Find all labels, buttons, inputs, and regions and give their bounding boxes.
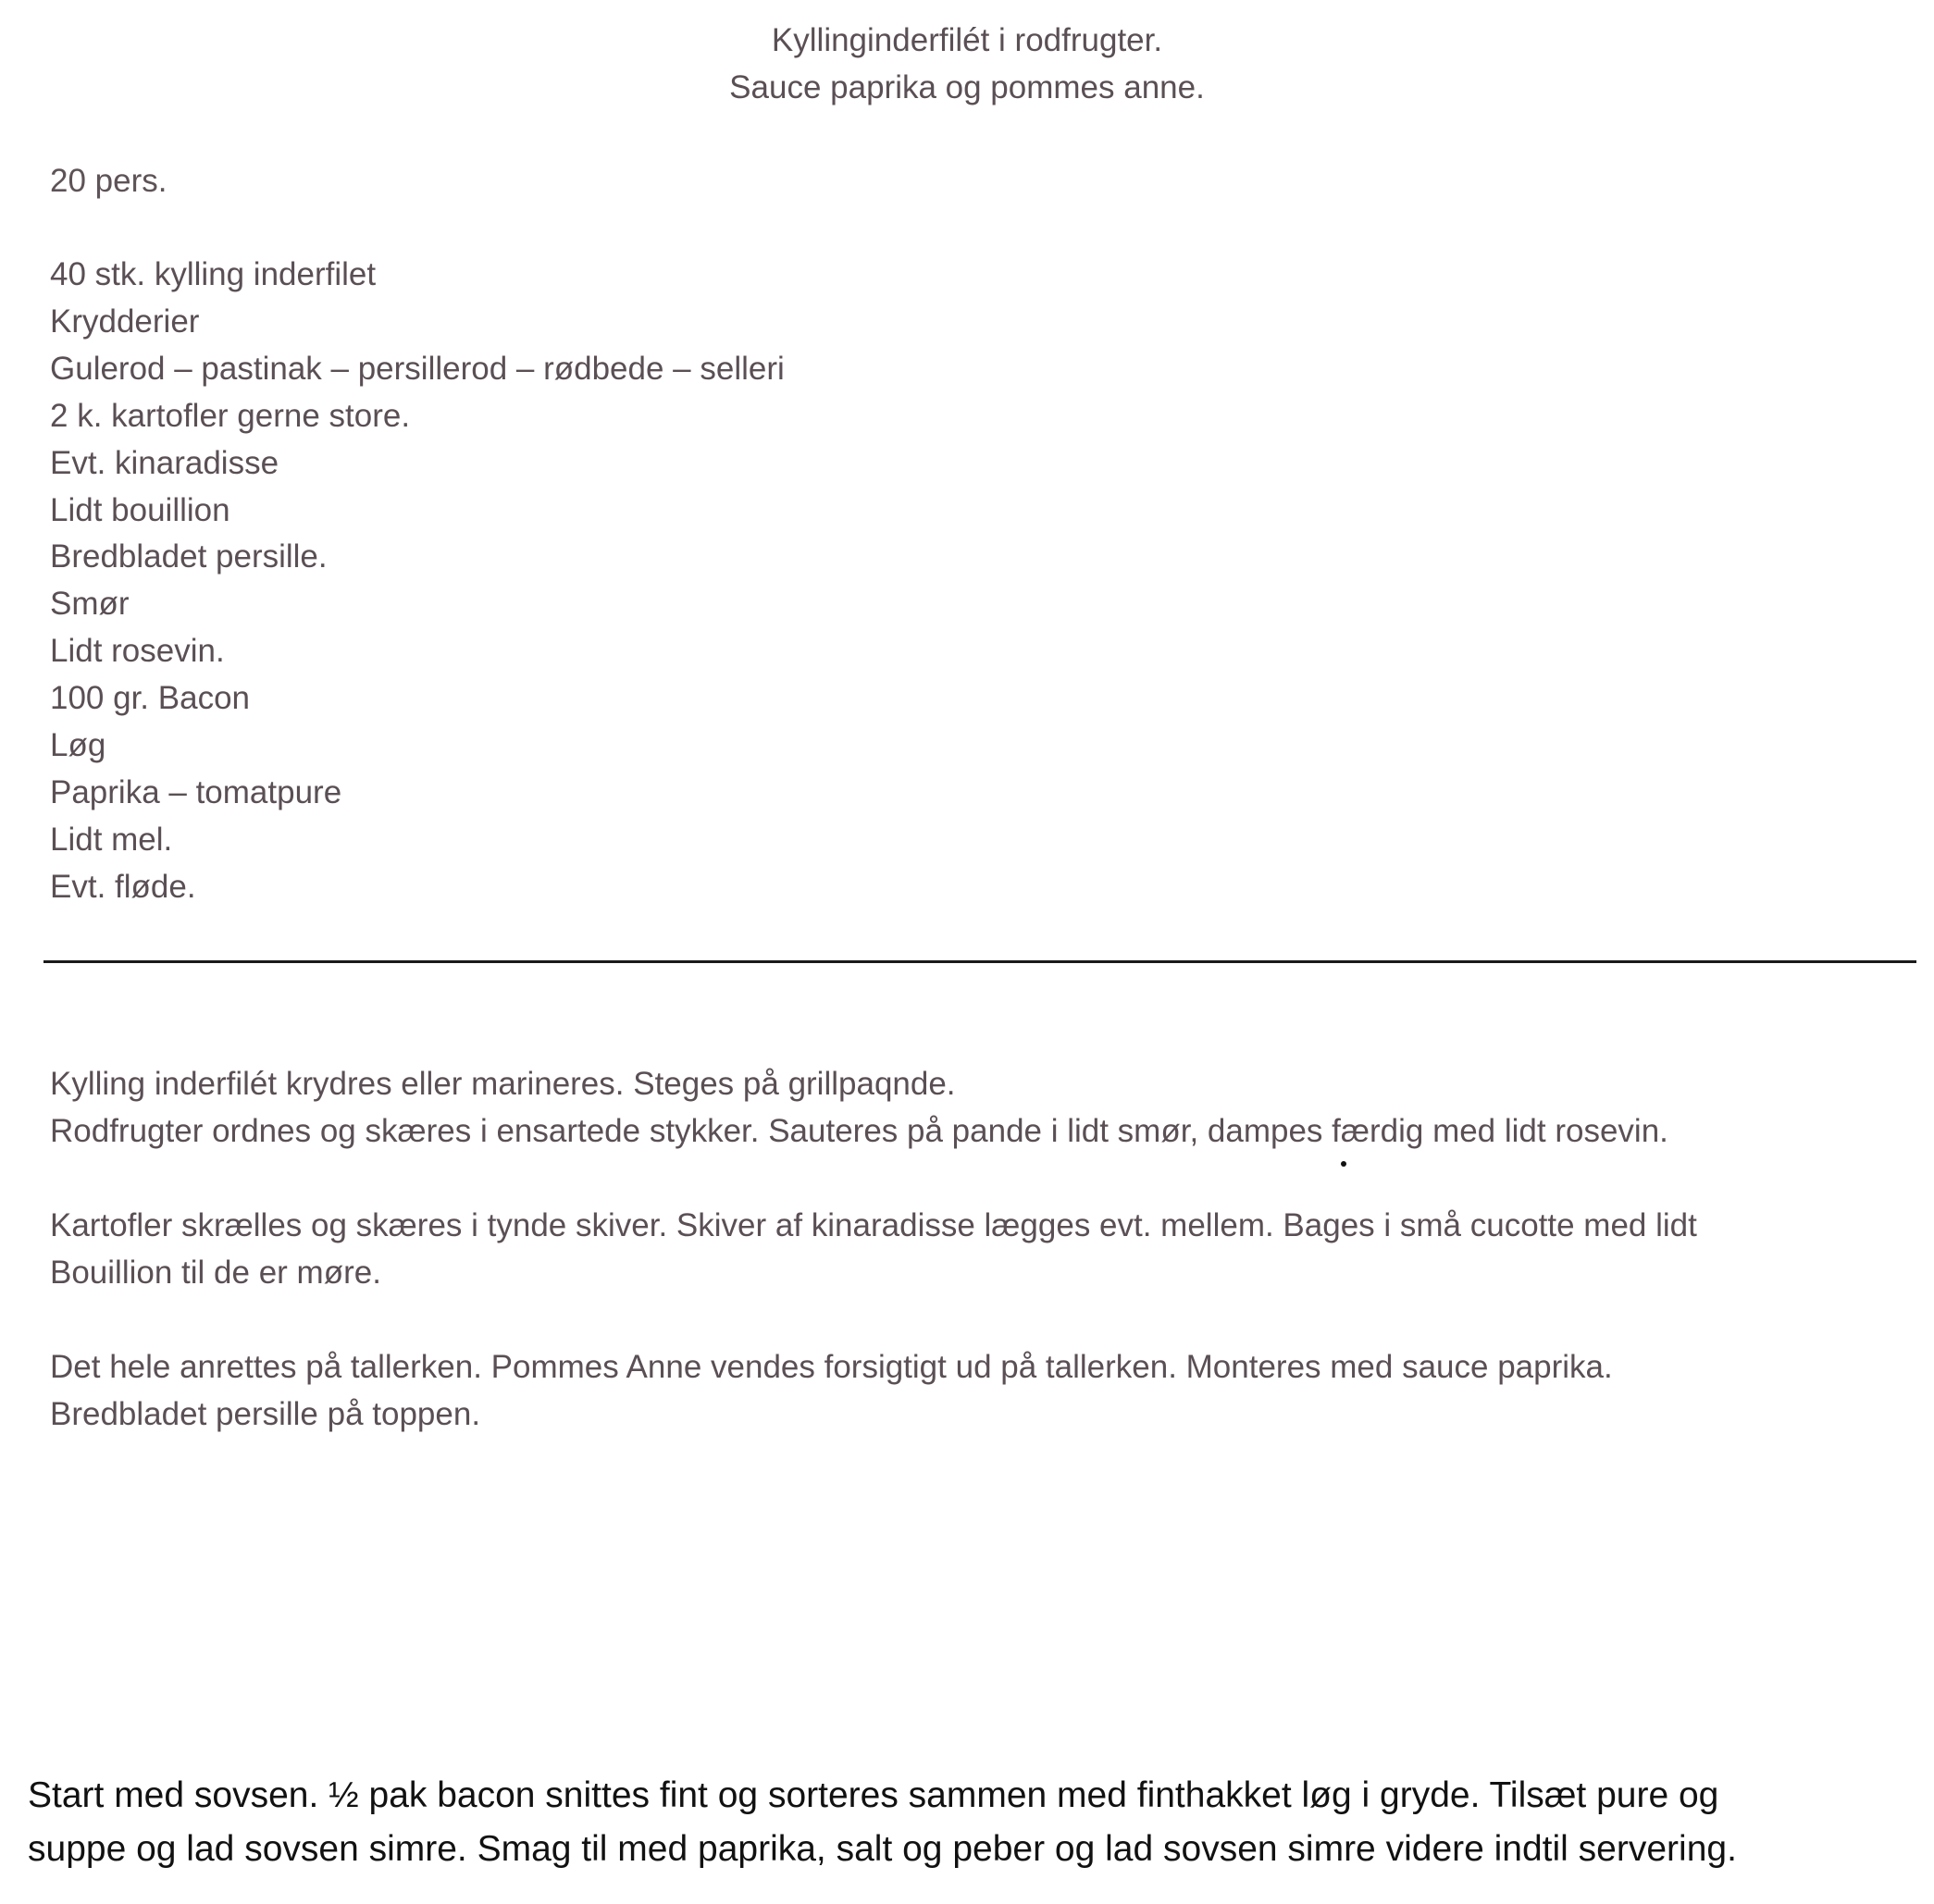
- recipe-title: [0, 17, 1934, 111]
- ingredient-item: Evt. kinaradisse: [50, 444, 279, 481]
- stray-dot-mark: [1341, 1161, 1346, 1167]
- ingredient-item: 40 stk. kylling inderfilet: [50, 256, 377, 292]
- method-paragraph: [50, 1343, 1910, 1438]
- ingredient-item: Lidt mel.: [50, 821, 173, 858]
- ingredient-item: Løg: [50, 727, 106, 764]
- method-paragraph: [50, 1060, 1910, 1155]
- ingredient-item: Gulerod – pastinak – persillerod – rødbede – selleri: [50, 350, 785, 387]
- ingredient-item: Smør: [50, 586, 130, 623]
- ingredient-item: 100 gr. Bacon: [50, 680, 250, 717]
- servings: 20 pers.: [50, 163, 167, 199]
- title-line-1: Kyllinginderfilét i rodfrugter.: [771, 22, 1163, 58]
- note-line: suppe og lad sovsen simre. Smag til med paprika, salt og peber og lad sovsen simre videre indtil servering.: [28, 1829, 1737, 1869]
- ingredient-list: [50, 252, 785, 911]
- method-line: Bredbladet persille på toppen.: [50, 1396, 481, 1432]
- section-divider: [43, 960, 1916, 963]
- ingredient-item: Krydderier: [50, 303, 200, 340]
- method-paragraph: [50, 1202, 1910, 1296]
- ingredient-item: Evt. fløde.: [50, 868, 196, 905]
- ingredient-item: Bredbladet persille.: [50, 538, 328, 575]
- ingredient-item: Lidt bouillion: [50, 491, 230, 528]
- ingredient-item: Paprika – tomatpure: [50, 773, 342, 810]
- method-line: Det hele anrettes på tallerken. Pommes Anne vendes forsigtigt ud på tallerken. Monteres med sauce paprika.: [50, 1349, 1613, 1385]
- method-line: Kylling inderfilét krydres eller marineres. Steges på grillpaqnde.: [50, 1066, 956, 1102]
- note-line: Start med sovsen. ½ pak bacon snittes fint og sorteres sammen med finthakket løg i gryde. Tilsæt pure og: [28, 1775, 1719, 1815]
- method-section: [50, 1060, 1910, 1438]
- ingredient-item: Lidt rosevin.: [50, 633, 225, 670]
- method-line: Kartofler skrælles og skæres i tynde skiver. Skiver af kinaradisse lægges evt. mellem. Bages i små cucotte med lidt: [50, 1207, 1697, 1243]
- ingredient-item: 2 k. kartofler gerne store.: [50, 397, 411, 434]
- sauce-note: [28, 1769, 1915, 1876]
- method-line: Rodfrugter ordnes og skæres i ensartede stykker. Sauteres på pande i lidt smør, dampes færdig med lidt rosevin.: [50, 1113, 1668, 1149]
- title-line-2: Sauce paprika og pommes anne.: [729, 69, 1205, 105]
- method-line: Bouillion til de er møre.: [50, 1255, 381, 1291]
